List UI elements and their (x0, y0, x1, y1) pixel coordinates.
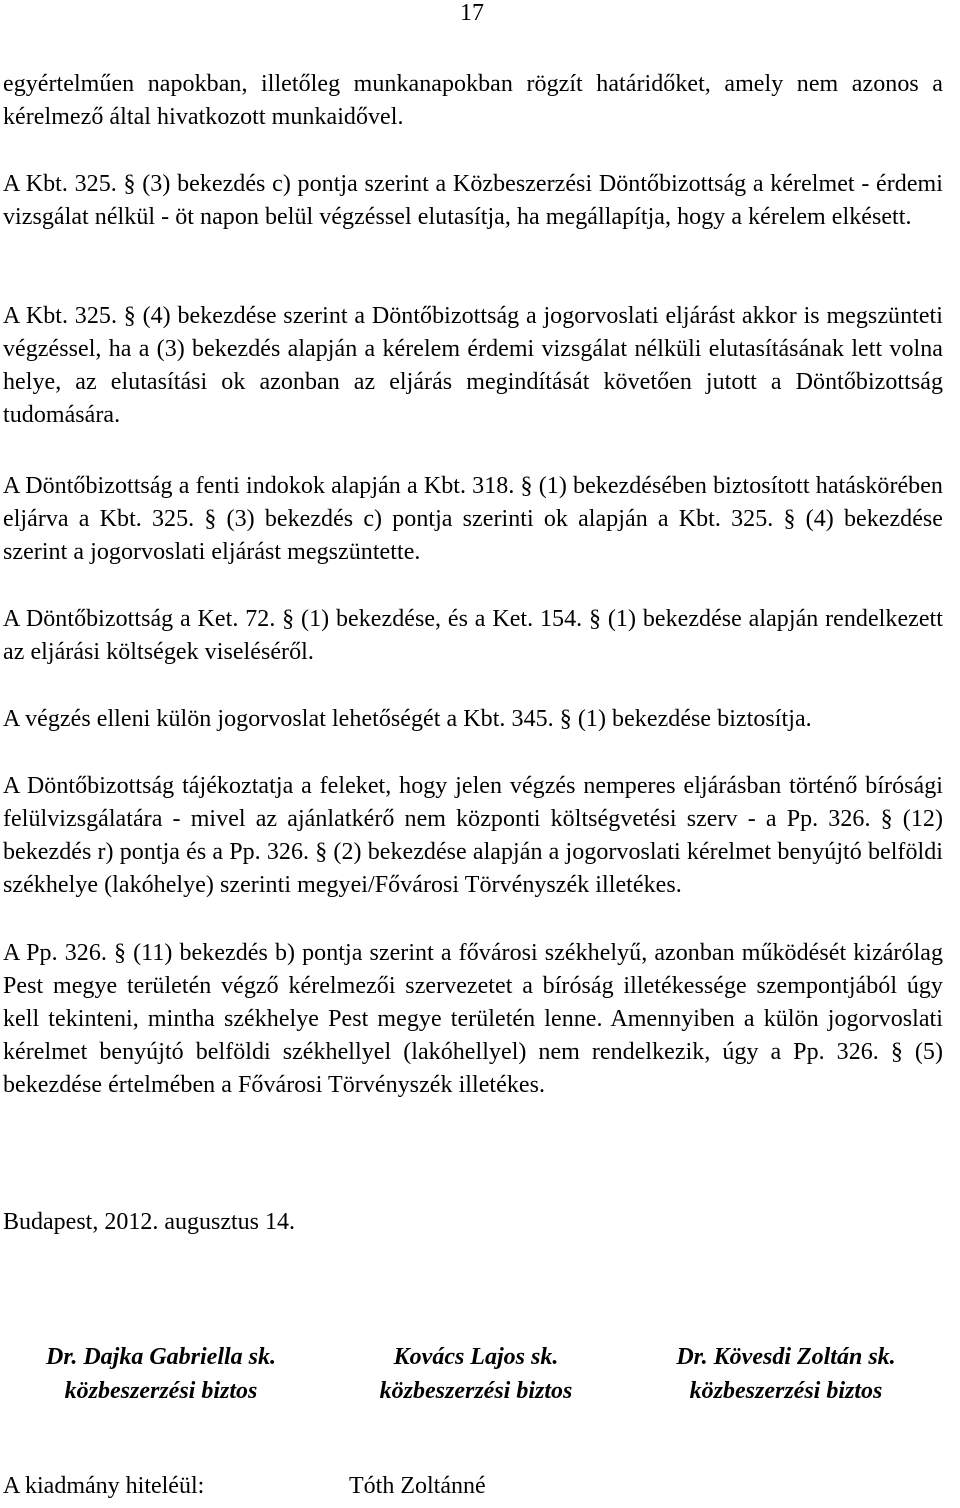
paragraph-6: A végzés elleni külön jogorvoslat lehetőségét a Kbt. 345. § (1) bekezdése biztosítja. (3, 706, 812, 732)
page-number: 17 (460, 0, 484, 26)
signatory-title: közbeszerzési biztos (379, 1378, 573, 1404)
signatory-2 (316, 1340, 636, 1408)
paragraph-8: A Pp. 326. § (11) bekezdés b) pontja szerint a fővárosi székhelyű, azonban működését kizárólag Pest megye területén végző kérelmezői szervezetet a bíróság illetékessége szempontjából úgy kell tekinteni, mintha székhelye Pest megye területén lenne. Amennyiben a külön jogorvoslati kérelmet benyújtó belföldi székhellyel (lakóhellyel) nem rendelkezik, úgy a Pp. 326. § (5) bekezdése értelmében a Fővárosi Törvényszék illetékes. (3, 940, 943, 1098)
paragraph-5: A Döntőbizottság a Ket. 72. § (1) bekezdése, és a Ket. 154. § (1) bekezdése alapján rendelkezett az eljárási költségek viseléséről. (3, 606, 943, 665)
authentication-label: A kiadmány hiteléül: (3, 1473, 205, 1499)
paragraph-4: A Döntőbizottság a fenti indokok alapján a Kbt. 318. § (1) bekezdésében biztosított hatáskörében eljárva a Kbt. 325. § (3) bekezdés c) pontja szerinti ok alapján a Kbt. 325. § (4) bekezdése szerint a jogorvoslati eljárást megszüntette. (3, 473, 943, 565)
paragraph-3: A Kbt. 325. § (4) bekezdése szerint a Döntőbizottság a jogorvoslati eljárást akkor is megszünteti végzéssel, ha a (3) bekezdés alapján a kérelem érdemi vizsgálat nélküli elutasításának lett volna helye, az elutasítási ok azonban az eljárás megindítását követően jutott a Döntőbizottság tudomására. (3, 303, 943, 428)
authentication-name: Tóth Zoltánné (349, 1473, 486, 1499)
paragraph-7: A Döntőbizottság tájékoztatja a feleket, hogy jelen végzés nemperes eljárásban történő bírósági felülvizsgálatára - mivel az ajánlatkérő nem központi költségvetési szerv - a Pp. 326. § (12) bekezdés r) pontja és a Pp. 326. § (2) bekezdése alapján a jogorvoslati kérelmet benyújtó belföldi székhelye (lakóhelye) szerinti megyei/Fővárosi Törvényszék illetékes. (3, 773, 943, 898)
signatory-name: Dr. Kövesdi Zoltán sk. (676, 1344, 896, 1370)
paragraph-2: A Kbt. 325. § (3) bekezdés c) pontja szerint a Közbeszerzési Döntőbizottság a kérelmet - érdemi vizsgálat nélkül - öt napon belül végzéssel elutasítja, ha megállapítja, hogy a kérelem elkésett. (3, 171, 943, 230)
signatory-3 (626, 1340, 946, 1408)
signatory-1 (1, 1340, 321, 1408)
signatory-title: közbeszerzési biztos (689, 1378, 883, 1404)
paragraph-1: egyértelműen napokban, illetőleg munkanapokban rögzít határidőket, amely nem azonos a kérelmező által hivatkozott munkaidővel. (3, 71, 943, 130)
signatory-name: Dr. Dajka Gabriella sk. (45, 1344, 276, 1370)
place-date: Budapest, 2012. augusztus 14. (3, 1209, 295, 1235)
signatory-name: Kovács Lajos sk. (393, 1344, 559, 1370)
signatory-title: közbeszerzési biztos (64, 1378, 258, 1404)
